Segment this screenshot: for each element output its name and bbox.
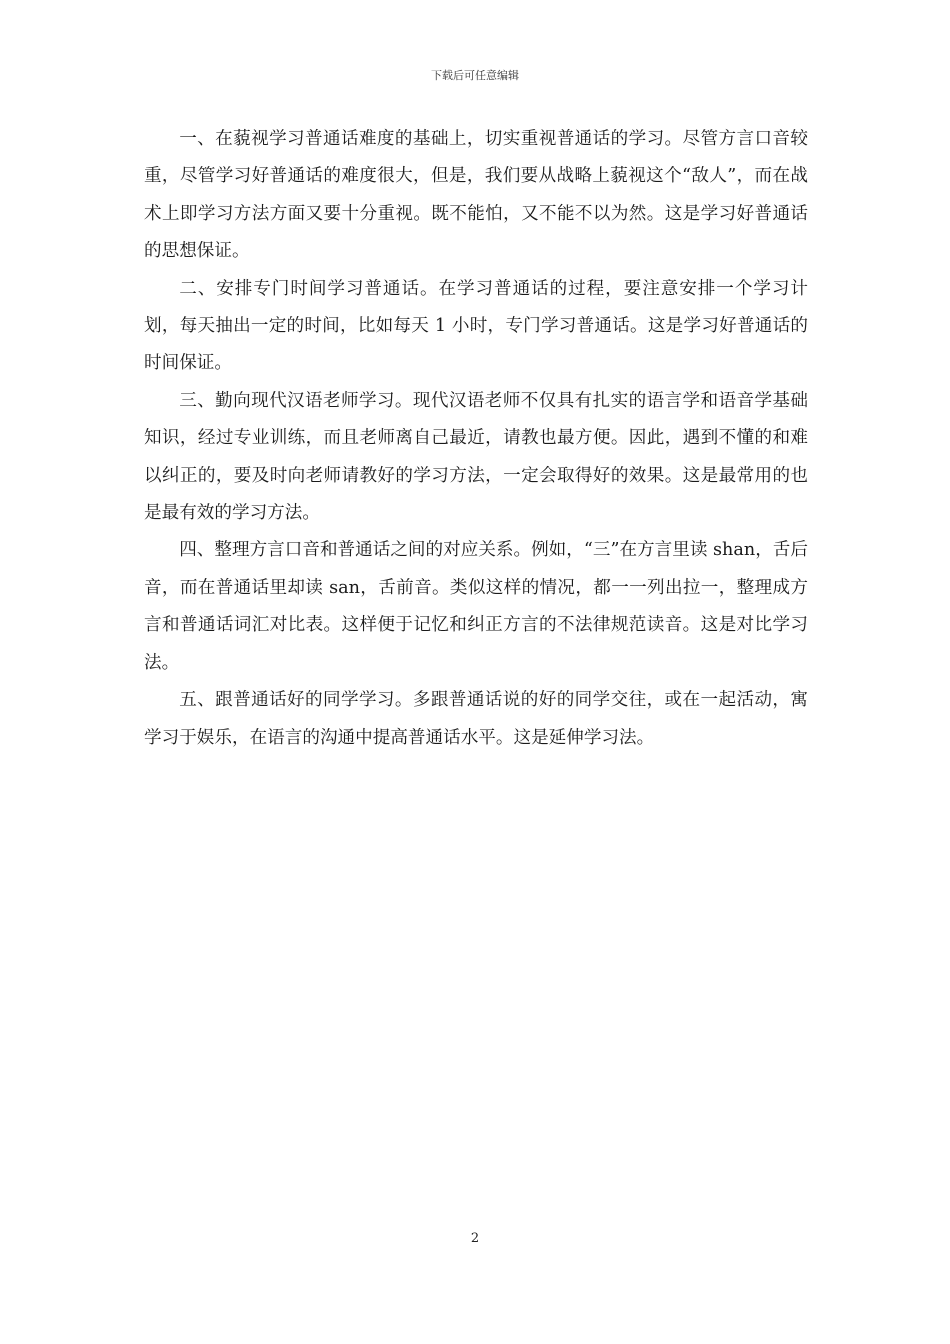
document-body — [144, 121, 808, 757]
page-number: 2 — [470, 1231, 480, 1246]
paragraph-1: 一、在藐视学习普通话难度的基础上，切实重视普通话的学习。尽管方言口音较重，尽管学习好普通话的难度很大，但是，我们要从战略上藐视这个“敌人”，而在战术上即学习方法方面又要十分重视。既不能怕，又不能不以为然。这是学习好普通话的思想保证。 — [144, 129, 808, 262]
paragraph-3: 三、勤向现代汉语老师学习。现代汉语老师不仅具有扎实的语言学和语音学基础知识，经过专业训练，而且老师离自己最近，请教也最方便。因此，遇到不懂的和难以纠正的，要及时向老师请教好的学习方法，一定会取得好的效果。这是最常用的也是最有效的学习方法。 — [144, 390, 808, 524]
page-header: 下载后可任意编辑 — [431, 69, 519, 82]
paragraph-5: 五、跟普通话好的同学学习。多跟普通话说的好的同学交往，或在一起活动，寓学习于娱乐，在语言的沟通中提高普通话水平。这是延伸学习法。 — [144, 690, 808, 748]
paragraph-2: 二、安排专门时间学习普通话。在学习普通话的过程，要注意安排一个学习计划，每天抽出一定的时间，比如每天 1 小时，专门学习普通话。这是学习好普通话的时间保证。 — [144, 278, 808, 374]
paragraph-4: 四、整理方言口音和普通话之间的对应关系。例如，“三”在方言里读 shan，舌后音，而在普通话里却读 san，舌前音。类似这样的情况，都一一列出拉一，整理成方言和普通话词汇对比表。这样便于记忆和纠正方言的不法律规范读音。这是对比学习法。 — [144, 540, 808, 673]
